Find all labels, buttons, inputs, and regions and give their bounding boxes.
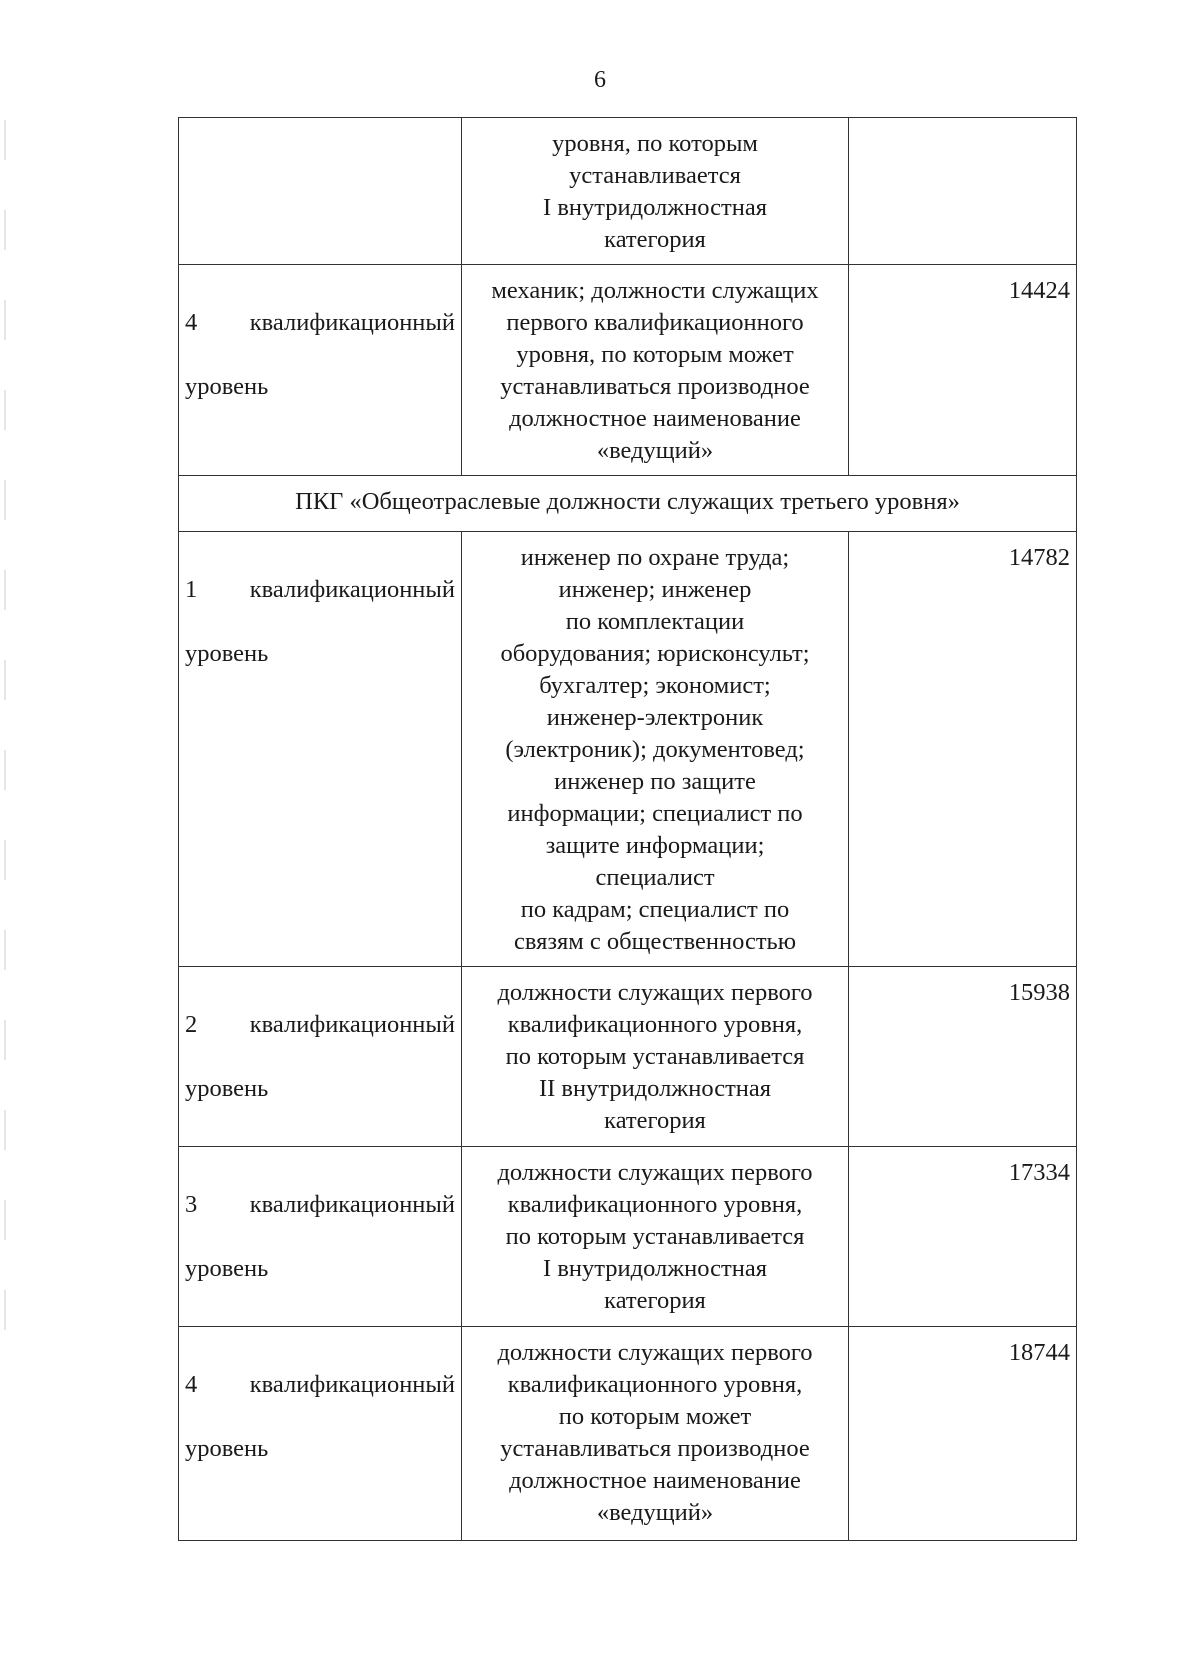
- qualification-level-number: 4: [185, 309, 198, 336]
- scan-edge-artifact: [4, 120, 6, 1360]
- qualification-level-word: квалификационный: [249, 309, 455, 336]
- salary-cell: 18744: [849, 1327, 1077, 1541]
- qualification-level-line: [185, 1369, 455, 1401]
- salary-cell: 14424: [849, 265, 1077, 476]
- table-row: [179, 967, 1077, 1147]
- positions-cell: механик; должности служащих первого квалификационного уровня, по которым может устанавливаться производное должностное наименование «ведущий»: [462, 265, 849, 476]
- group-header-row: [179, 476, 1077, 532]
- table-row: [179, 1327, 1077, 1541]
- salary-table: [178, 117, 1077, 1541]
- qualification-level-cell: [179, 265, 462, 476]
- group-title: ПКГ «Общеотраслевые должности служащих третьего уровня»: [179, 476, 1077, 532]
- table-row: [179, 1147, 1077, 1327]
- qualification-level-cell: [179, 532, 462, 967]
- table-row: [179, 265, 1077, 476]
- positions-cell: должности служащих первого квалификационного уровня, по которым устанавливается I внутридолжностная категория: [462, 1147, 849, 1327]
- qualification-level-line: [185, 1189, 455, 1221]
- qualification-level-cell: [179, 967, 462, 1147]
- qualification-level-word: квалификационный: [249, 1191, 455, 1218]
- page-number: 6: [594, 67, 606, 93]
- positions-cell: уровня, по которым устанавливается I внутридолжностная категория: [462, 118, 849, 265]
- qualification-level-word: квалификационный: [249, 1371, 455, 1398]
- qualification-level-line: [185, 307, 455, 339]
- qualification-level-tail: уровень: [185, 373, 269, 400]
- salary-cell: 15938: [849, 967, 1077, 1147]
- qualification-level-number: 3: [185, 1191, 198, 1218]
- qualification-level-tail: уровень: [185, 640, 269, 667]
- qualification-level-number: 1: [185, 576, 198, 603]
- table-row: [179, 532, 1077, 967]
- qualification-level-number: 4: [185, 1371, 198, 1398]
- qualification-level-cell: [179, 1327, 462, 1541]
- qualification-level-cell: [179, 118, 462, 265]
- qualification-level-line: [185, 574, 455, 606]
- qualification-level-cell: [179, 1147, 462, 1327]
- positions-cell: инженер по охране труда; инженер; инженер по комплектации оборудования; юрисконсульт; бухгалтер; экономист; инженер-электроник (электроник); документовед; инженер по защите информации; специалист по защите информации; специалист по кадрам; специалист по связям с общественностью: [462, 532, 849, 967]
- qualification-level-tail: уровень: [185, 1075, 269, 1102]
- table-row: [179, 118, 1077, 265]
- qualification-level-word: квалификационный: [249, 1011, 455, 1038]
- salary-cell: 17334: [849, 1147, 1077, 1327]
- qualification-level-word: квалификационный: [249, 576, 455, 603]
- qualification-level-tail: уровень: [185, 1255, 269, 1282]
- positions-cell: должности служащих первого квалификационного уровня, по которым может устанавливаться производное должностное наименование «ведущий»: [462, 1327, 849, 1541]
- qualification-level-tail: уровень: [185, 1435, 269, 1462]
- qualification-level-number: 2: [185, 1011, 198, 1038]
- qualification-level-line: [185, 1009, 455, 1041]
- salary-cell: [849, 118, 1077, 265]
- positions-cell: должности служащих первого квалификационного уровня, по которым устанавливается II внутридолжностная категория: [462, 967, 849, 1147]
- salary-cell: 14782: [849, 532, 1077, 967]
